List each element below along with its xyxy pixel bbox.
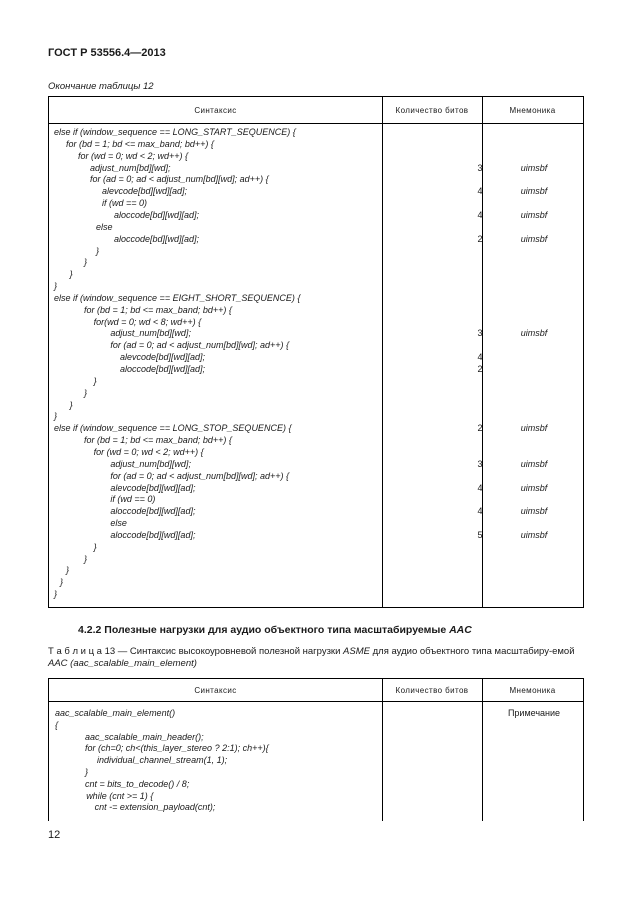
table-row xyxy=(49,493,583,505)
syntax-cell: aac_scalable_main_element() xyxy=(55,708,176,718)
syntax-cell: individual_channel_stream(1, 1); xyxy=(97,755,228,766)
table-row xyxy=(49,801,583,813)
bits-cell: 4 xyxy=(477,209,483,220)
syntax-cell: alevcode[bd][wd][ad]; xyxy=(102,186,188,197)
syntax-table-12 xyxy=(48,96,584,608)
syntax-cell: adjust_num[bd][wd]; xyxy=(110,328,191,339)
note-label: Примечание xyxy=(507,708,561,718)
syntax-cell: for (ad = 0; ad < adjust_num[bd][wd]; ad++) { xyxy=(90,174,269,185)
column-header-mnemonic: Мнемоника xyxy=(509,685,556,695)
table-row xyxy=(49,185,583,197)
document-number: ГОСТ Р 53556.4—2013 xyxy=(48,47,166,59)
table-row xyxy=(49,742,583,754)
syntax-cell: for (ad = 0; ad < adjust_num[bd][wd]; ad++) { xyxy=(110,470,290,481)
syntax-cell: if (wd == 0) xyxy=(102,198,148,209)
caption-aac: AAC (aac_scalable_main_element) xyxy=(48,658,197,669)
table-row xyxy=(49,707,583,719)
table-row xyxy=(49,790,583,802)
table-row xyxy=(49,410,583,422)
syntax-cell: for (ch=0; ch<(this_layer_stereo ? 2:1); ch++){ xyxy=(85,743,269,754)
mnemonic-cell: uimsbf xyxy=(520,529,548,540)
syntax-cell: for (bd = 1; bd <= max_band; bd++) { xyxy=(84,304,232,315)
column-header-bits: Количество битов xyxy=(395,105,469,115)
section-title: Полезные нагрузки для аудио объектного типа масштабируемые xyxy=(104,624,447,636)
mnemonic-cell: uimsbf xyxy=(520,209,548,220)
bits-cell: 4 xyxy=(477,352,483,363)
syntax-cell: { xyxy=(55,719,59,730)
table-row xyxy=(49,209,583,221)
column-header-syntax: Синтаксис xyxy=(194,105,237,115)
syntax-cell: for(wd = 0; wd < 8; wd++) { xyxy=(93,316,202,327)
mnemonic-cell: uimsbf xyxy=(520,328,548,339)
bits-cell: 3 xyxy=(477,458,483,469)
table-row xyxy=(49,316,583,328)
syntax-cell: aloccode[bd][wd][ad]; xyxy=(114,209,200,220)
syntax-cell: adjust_num[bd][wd]; xyxy=(90,162,171,173)
syntax-cell: aloccode[bd][wd][ad]; xyxy=(110,529,196,540)
syntax-cell: } xyxy=(69,399,73,410)
page-number: 12 xyxy=(48,829,61,841)
table-row xyxy=(49,553,583,565)
table-header-row xyxy=(49,97,583,124)
table13-caption xyxy=(48,646,584,670)
bits-cell: 2 xyxy=(477,364,483,374)
bits-cell: 3 xyxy=(477,162,483,173)
syntax-cell: alevcode[bd][wd][ad]; xyxy=(120,352,206,363)
bits-cell: 2 xyxy=(477,233,483,244)
syntax-cell: else xyxy=(96,221,113,232)
table-row xyxy=(49,351,583,363)
syntax-cell: cnt = bits_to_decode() / 8; xyxy=(85,778,190,789)
syntax-cell: adjust_num[bd][wd]; xyxy=(110,458,191,469)
bits-cell: 4 xyxy=(477,186,483,197)
table-row xyxy=(49,150,583,162)
table-row xyxy=(49,233,583,245)
bits-cell: 5 xyxy=(477,529,483,540)
table-caption: Окончание таблицы 12 xyxy=(48,81,154,92)
table-row xyxy=(49,138,583,150)
syntax-cell: else xyxy=(110,518,127,529)
syntax-cell: } xyxy=(93,375,97,386)
syntax-cell: aloccode[bd][wd][ad]; xyxy=(110,506,196,517)
bits-cell: 2 xyxy=(477,423,483,434)
syntax-cell: } xyxy=(93,541,97,552)
syntax-cell: } xyxy=(69,269,73,280)
syntax-cell: for (ad = 0; ad < adjust_num[bd][wd]; ad++) { xyxy=(110,340,290,351)
syntax-cell: for (bd = 1; bd <= max_band; bd++) { xyxy=(84,435,232,446)
column-header-mnemonic: Мнемоника xyxy=(509,105,556,115)
caption-mid: для аудио объектного типа масштабиру-емой xyxy=(372,646,575,657)
syntax-table-13 xyxy=(48,678,584,821)
table-row xyxy=(49,197,583,209)
table-row xyxy=(49,327,583,339)
table-row xyxy=(49,458,583,470)
caption-asme: ASME xyxy=(343,646,370,657)
table-row xyxy=(49,754,583,766)
table-row xyxy=(49,162,583,174)
table-row xyxy=(49,482,583,494)
table-row xyxy=(49,576,583,588)
syntax-cell: else if (window_sequence == EIGHT_SHORT_SEQUENCE) { xyxy=(54,292,301,303)
syntax-cell: } xyxy=(54,411,58,422)
table-row xyxy=(49,304,583,316)
table-row xyxy=(49,256,583,268)
syntax-cell: for (wd = 0; wd < 2; wd++) { xyxy=(93,446,204,457)
syntax-cell: } xyxy=(84,553,88,564)
table-row xyxy=(49,245,583,257)
table-row xyxy=(49,719,583,731)
column-header-bits: Количество битов xyxy=(395,685,469,695)
table-row xyxy=(49,173,583,185)
table-row xyxy=(49,446,583,458)
syntax-cell: aac_scalable_main_header(); xyxy=(85,731,204,742)
mnemonic-cell: uimsbf xyxy=(520,458,548,469)
caption-lead: Т а б л и ц а 13 — Синтаксис высокоуровневой полезной нагрузки xyxy=(48,646,341,657)
table-row xyxy=(49,375,583,387)
syntax-cell: aloccode[bd][wd][ad]; xyxy=(120,364,206,374)
syntax-cell: for (bd = 1; bd <= max_band; bd++) { xyxy=(66,138,214,149)
table-row xyxy=(49,422,583,434)
table-row xyxy=(49,292,583,304)
syntax-cell: } xyxy=(84,387,88,398)
syntax-cell: else if (window_sequence == LONG_STOP_SEQUENCE) { xyxy=(54,423,292,434)
mnemonic-cell: uimsbf xyxy=(520,233,548,244)
table-row xyxy=(49,399,583,411)
mnemonic-cell: uimsbf xyxy=(520,162,548,173)
syntax-cell: } xyxy=(54,281,58,292)
syntax-cell: } xyxy=(96,245,100,256)
table-row xyxy=(49,221,583,233)
syntax-cell: cnt -= extension_payload(cnt); xyxy=(94,802,216,813)
table-row xyxy=(49,766,583,778)
syntax-cell: } xyxy=(85,767,89,777)
mnemonic-cell: uimsbf xyxy=(520,506,548,517)
table-row xyxy=(49,387,583,399)
syntax-cell: } xyxy=(84,257,88,268)
syntax-cell: alevcode[bd][wd][ad]; xyxy=(110,482,196,493)
table-row xyxy=(49,280,583,292)
table-row xyxy=(49,505,583,517)
mnemonic-cell: uimsbf xyxy=(520,423,548,434)
section-number: 4.2.2 xyxy=(78,624,102,636)
bits-cell: 4 xyxy=(477,482,483,493)
syntax-cell: if (wd == 0) xyxy=(110,494,156,505)
table-row xyxy=(49,470,583,482)
section-title-aac: AAC xyxy=(449,624,472,636)
column-header-syntax: Синтаксис xyxy=(194,685,237,695)
table-row xyxy=(49,778,583,790)
table-row xyxy=(49,541,583,553)
mnemonic-cell: uimsbf xyxy=(520,482,548,493)
table-row xyxy=(49,731,583,743)
syntax-cell: aloccode[bd][wd][ad]; xyxy=(114,233,200,244)
table-row xyxy=(49,434,583,446)
table-row xyxy=(49,588,583,600)
bits-cell: 4 xyxy=(477,506,483,517)
table-row xyxy=(49,268,583,280)
syntax-cell: else if (window_sequence == LONG_START_SEQUENCE) { xyxy=(54,127,296,137)
syntax-cell: } xyxy=(54,589,58,600)
table-header-row xyxy=(49,679,583,702)
syntax-cell: } xyxy=(60,577,64,588)
table-row xyxy=(49,126,583,138)
bits-cell: 3 xyxy=(477,328,483,339)
table-row xyxy=(49,529,583,541)
mnemonic-cell: uimsbf xyxy=(520,186,548,197)
syntax-cell: } xyxy=(66,565,70,576)
table-row xyxy=(49,363,583,375)
syntax-cell: while (cnt >= 1) { xyxy=(86,790,154,801)
table-row xyxy=(49,517,583,529)
table-row xyxy=(49,564,583,576)
syntax-cell: for (wd = 0; wd < 2; wd++) { xyxy=(78,150,189,161)
section-heading xyxy=(78,624,472,636)
table-row xyxy=(49,339,583,351)
